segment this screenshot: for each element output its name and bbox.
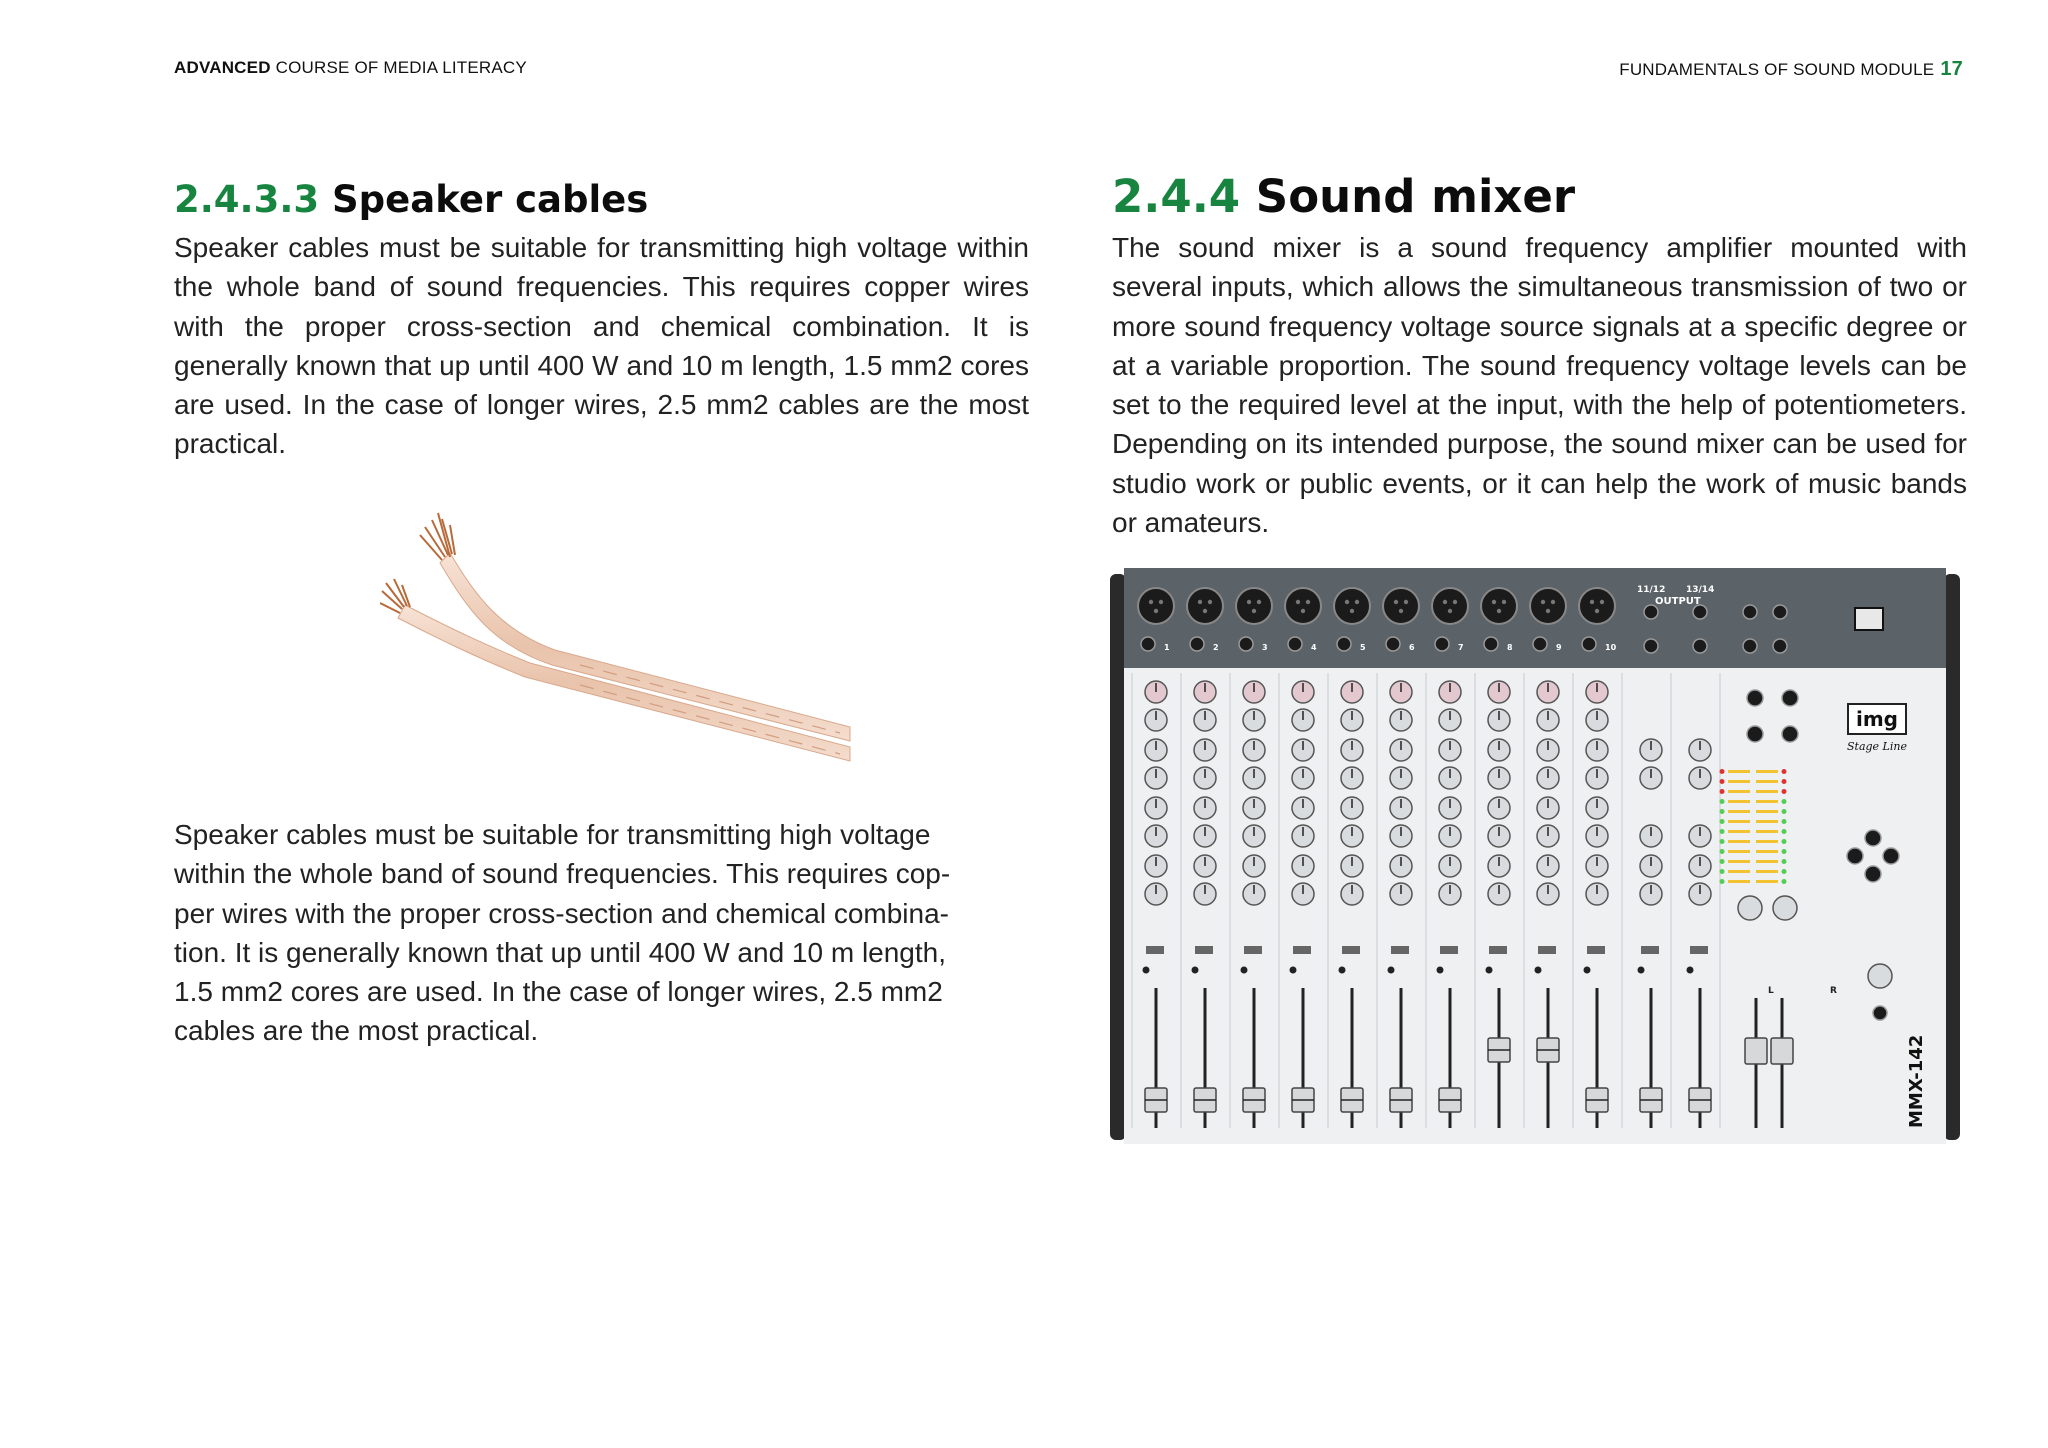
paragraph-line: tion. It is generally known that up until 400 W and 10 m length,	[174, 936, 947, 968]
paragraph-line: per wires with the proper cross-section and chemical combina-	[174, 897, 949, 929]
master-knob-icon	[1738, 896, 1762, 920]
meter-led-icon	[1782, 789, 1787, 794]
meter-led-icon	[1782, 879, 1787, 884]
mixer-output-label: OUTPUT	[1655, 596, 1701, 607]
led-icon	[1241, 967, 1248, 974]
xlr-pin	[1595, 609, 1599, 613]
xlr-pin	[1443, 600, 1447, 604]
mixer-side-right	[1944, 574, 1960, 1140]
channel-number-label: 9	[1556, 643, 1562, 652]
speaker-cables-paragraph-repeat	[174, 815, 994, 1051]
meter-led	[1756, 770, 1778, 773]
meter-led-icon	[1720, 789, 1725, 794]
meter-led-icon	[1720, 769, 1725, 774]
mute-button	[1195, 946, 1213, 954]
model-label: MMX-142	[1906, 1034, 1927, 1128]
output-jack-icon	[1773, 639, 1787, 653]
meter-led	[1756, 830, 1778, 833]
led-icon	[1584, 967, 1591, 974]
xlr-input-icon	[1187, 588, 1223, 624]
meter-led	[1728, 830, 1750, 833]
xlr-input-icon	[1579, 588, 1615, 624]
speaker-cables-paragraph: Speaker cables must be suitable for transmitting high voltage within the whole band of sound frequencies. This requires copper wires with the proper cross-section and chemical combination. It is generally known that up until 400 W and 10 m length, 1.5 mm2 cores are used. In the case of longer wires, 2.5 mm2 cables are the most practical.	[174, 232, 1029, 460]
led-icon	[1290, 967, 1297, 974]
xlr-pin	[1159, 600, 1163, 604]
meter-led-icon	[1720, 879, 1725, 884]
meter-led	[1728, 820, 1750, 823]
page-number: 17	[1940, 58, 1963, 80]
xlr-input-icon	[1285, 588, 1321, 624]
paragraph-line: Speaker cables must be suitable for transmitting high voltage	[174, 819, 931, 850]
xlr-pin	[1600, 600, 1604, 604]
channel-number-label: 3	[1262, 643, 1268, 652]
xlr-pin	[1203, 609, 1207, 613]
xlr-input-icon	[1334, 588, 1370, 624]
jack-input-icon	[1141, 637, 1155, 651]
channel-number-label: 6	[1409, 643, 1415, 652]
led-icon	[1143, 967, 1150, 974]
jack-input-icon	[1288, 637, 1302, 651]
section-heading-speaker-cables	[174, 172, 1029, 228]
jack-input-icon	[1484, 637, 1498, 651]
led-icon	[1687, 967, 1694, 974]
mixer-r-label: R	[1830, 986, 1837, 996]
running-head-right	[1619, 58, 1963, 81]
output-jack-icon	[1743, 639, 1757, 653]
led-icon	[1535, 967, 1542, 974]
xlr-pin	[1257, 600, 1261, 604]
meter-led	[1728, 780, 1750, 783]
xlr-pin	[1306, 600, 1310, 604]
meter-led-icon	[1782, 779, 1787, 784]
meter-led	[1728, 840, 1750, 843]
channel-number-label: 4	[1311, 643, 1317, 652]
xlr-pin	[1453, 600, 1457, 604]
meter-led	[1756, 860, 1778, 863]
aux-jack-icon	[1747, 726, 1763, 742]
meter-led	[1756, 850, 1778, 853]
meter-led-icon	[1720, 849, 1725, 854]
mute-button	[1293, 946, 1311, 954]
meter-led-icon	[1720, 799, 1725, 804]
xlr-pin	[1345, 600, 1349, 604]
meter-led	[1728, 870, 1750, 873]
jack-input-icon	[1386, 637, 1400, 651]
xlr-pin	[1355, 600, 1359, 604]
jack-input-icon	[1239, 637, 1253, 651]
meter-led	[1756, 880, 1778, 883]
aux-jack-icon	[1782, 726, 1798, 742]
meter-led-icon	[1782, 769, 1787, 774]
xlr-pin	[1252, 609, 1256, 613]
meter-led-icon	[1782, 859, 1787, 864]
xlr-pin	[1399, 609, 1403, 613]
meter-led-icon	[1782, 839, 1787, 844]
paragraph-line: 1.5 mm2 cores are used. In the case of longer wires, 2.5 mm2	[174, 976, 943, 1008]
jack-input-icon	[1644, 639, 1658, 653]
xlr-pin	[1208, 600, 1212, 604]
meter-led	[1728, 880, 1750, 883]
sound-mixer-paragraph: The sound mixer is a sound frequency amplifier mounted with several inputs, which allows the simultaneous transmission of two or more sound frequency voltage source signals at a specific degree or at a variable proportion. The sound frequency voltage levels can be set to the required level at the input, with the help of potentiometers. Depending on its intended purpose, the sound mixer can be used for studio work or public events, or it can help the work of music bands or amateurs.	[1112, 232, 1967, 539]
meter-led	[1728, 770, 1750, 773]
section-title: Speaker cables	[319, 178, 649, 221]
aux-jack-icon	[1782, 690, 1798, 706]
xlr-pin	[1149, 600, 1153, 604]
meter-led-icon	[1782, 849, 1787, 854]
master-jack-icon	[1865, 830, 1881, 846]
course-title: COURSE OF MEDIA LITERACY	[270, 58, 527, 77]
meter-led	[1756, 870, 1778, 873]
meter-led	[1756, 790, 1778, 793]
xlr-input-icon	[1481, 588, 1517, 624]
xlr-pin	[1404, 600, 1408, 604]
mute-button	[1391, 946, 1409, 954]
meter-led	[1728, 850, 1750, 853]
meter-led-icon	[1720, 859, 1725, 864]
mixer-side-left	[1110, 574, 1126, 1140]
channel-number-label: 8	[1507, 643, 1513, 652]
meter-led	[1728, 790, 1750, 793]
master-fader-cap	[1745, 1038, 1767, 1064]
master-jack-icon	[1883, 848, 1899, 864]
section-number: 2.4.4	[1112, 170, 1241, 223]
xlr-pin	[1296, 600, 1300, 604]
mute-button	[1489, 946, 1507, 954]
paragraph-line: cables are the most practical.	[174, 1015, 539, 1047]
xlr-pin	[1350, 609, 1354, 613]
xlr-pin	[1394, 600, 1398, 604]
meter-led-icon	[1720, 869, 1725, 874]
mute-button	[1587, 946, 1605, 954]
course-level: ADVANCED	[174, 58, 271, 77]
module-title: FUNDAMENTALS OF SOUND MODULE	[1619, 60, 1935, 79]
meter-led	[1728, 800, 1750, 803]
mute-button	[1244, 946, 1262, 954]
led-icon	[1486, 967, 1493, 974]
mute-button	[1690, 946, 1708, 954]
master-knob-icon	[1773, 896, 1797, 920]
output-jack-icon	[1773, 605, 1787, 619]
jack-input-icon	[1582, 637, 1596, 651]
xlr-input-icon	[1530, 588, 1566, 624]
led-icon	[1638, 967, 1645, 974]
phones-jack-icon	[1873, 1006, 1887, 1020]
mute-button	[1538, 946, 1556, 954]
xlr-input-icon	[1138, 588, 1174, 624]
meter-led-icon	[1720, 809, 1725, 814]
meter-led-icon	[1782, 829, 1787, 834]
meter-led-icon	[1782, 799, 1787, 804]
meter-led	[1756, 840, 1778, 843]
channel-number-label: 1	[1164, 643, 1170, 652]
section-heading-sound-mixer	[1112, 166, 1967, 228]
meter-led-icon	[1720, 839, 1725, 844]
running-head-left	[174, 58, 527, 78]
brand-sub: Stage Line	[1847, 740, 1907, 753]
channel-number-label: 13/14	[1686, 585, 1715, 595]
paragraph-line: within the whole band of sound frequencies. This requires cop-	[174, 858, 951, 890]
meter-led-icon	[1720, 829, 1725, 834]
meter-led	[1756, 780, 1778, 783]
jack-input-icon	[1435, 637, 1449, 651]
jack-input-icon	[1693, 639, 1707, 653]
master-fader-cap	[1771, 1038, 1793, 1064]
xlr-pin	[1590, 600, 1594, 604]
right-column	[1112, 166, 1967, 542]
xlr-pin	[1247, 600, 1251, 604]
jack-input-icon	[1190, 637, 1204, 651]
xlr-pin	[1198, 600, 1202, 604]
mute-button	[1342, 946, 1360, 954]
meter-led	[1728, 860, 1750, 863]
jack-input-icon	[1533, 637, 1547, 651]
channel-number-label: 11/12	[1637, 585, 1666, 595]
mixer-main-panel	[1124, 668, 1946, 1144]
output-jack-icon	[1743, 605, 1757, 619]
master-jack-icon	[1847, 848, 1863, 864]
master-jack-icon	[1865, 866, 1881, 882]
led-icon	[1388, 967, 1395, 974]
meter-led	[1756, 800, 1778, 803]
meter-led	[1756, 810, 1778, 813]
xlr-pin	[1497, 609, 1501, 613]
meter-led	[1728, 810, 1750, 813]
section-title: Sound mixer	[1240, 170, 1576, 223]
xlr-pin	[1154, 609, 1158, 613]
xlr-input-icon	[1432, 588, 1468, 624]
meter-led-icon	[1782, 819, 1787, 824]
sound-mixer-image	[1110, 568, 1960, 1148]
jack-input-icon	[1337, 637, 1351, 651]
brand-logo: img	[1855, 707, 1899, 731]
xlr-pin	[1541, 600, 1545, 604]
channel-number-label: 10	[1605, 643, 1617, 652]
mute-button	[1641, 946, 1659, 954]
xlr-input-icon	[1236, 588, 1272, 624]
xlr-input-icon	[1383, 588, 1419, 624]
phones-knob-icon	[1868, 964, 1892, 988]
led-icon	[1339, 967, 1346, 974]
mute-button	[1146, 946, 1164, 954]
left-column	[174, 172, 1029, 464]
led-icon	[1437, 967, 1444, 974]
power-switch	[1855, 608, 1883, 630]
xlr-pin	[1546, 609, 1550, 613]
speaker-cable-image	[380, 505, 855, 765]
xlr-pin	[1448, 609, 1452, 613]
jack-input-icon	[1693, 605, 1707, 619]
channel-number-label: 5	[1360, 643, 1366, 652]
channel-number-label: 2	[1213, 643, 1219, 652]
xlr-pin	[1301, 609, 1305, 613]
xlr-pin	[1492, 600, 1496, 604]
meter-led-icon	[1720, 819, 1725, 824]
xlr-pin	[1551, 600, 1555, 604]
meter-led-icon	[1782, 869, 1787, 874]
meter-led-icon	[1720, 779, 1725, 784]
led-icon	[1192, 967, 1199, 974]
jack-input-icon	[1644, 605, 1658, 619]
xlr-pin	[1502, 600, 1506, 604]
channel-number-label: 7	[1458, 643, 1464, 652]
meter-led-icon	[1782, 809, 1787, 814]
aux-jack-icon	[1747, 690, 1763, 706]
section-number: 2.4.3.3	[174, 178, 320, 221]
mixer-l-label: L	[1768, 986, 1774, 996]
meter-led	[1756, 820, 1778, 823]
mute-button	[1440, 946, 1458, 954]
